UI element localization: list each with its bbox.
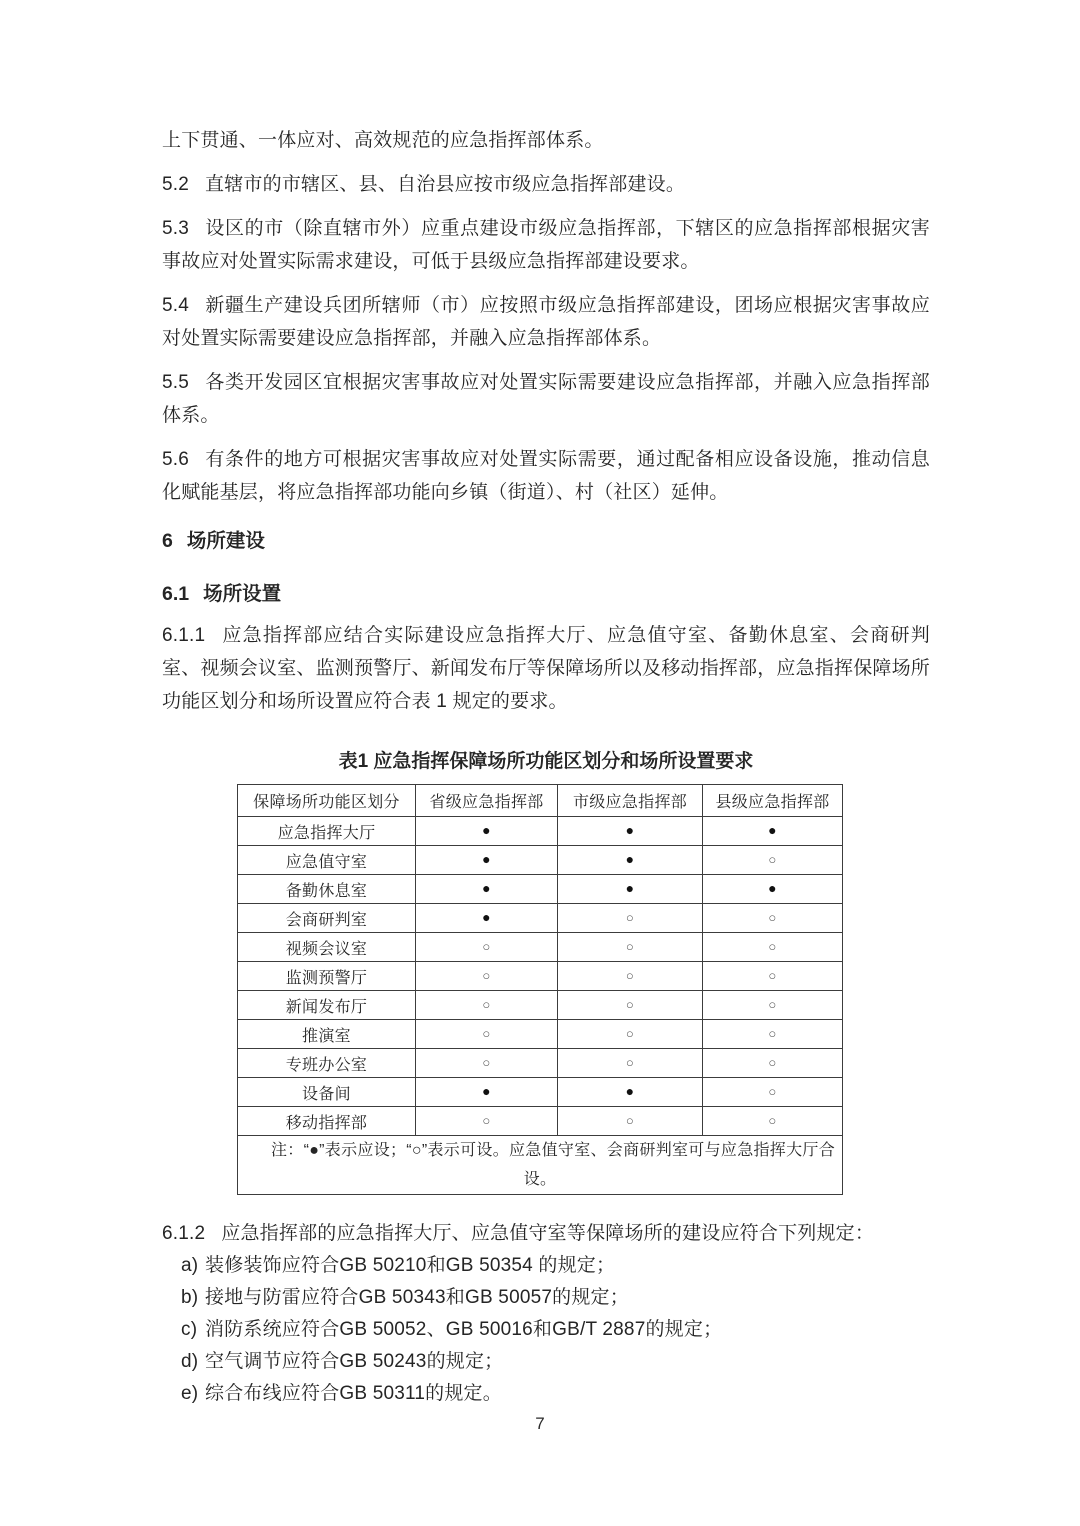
list-item-label: d) bbox=[181, 1351, 199, 1372]
requirement-cell bbox=[416, 1107, 558, 1136]
requirement-cell bbox=[703, 1020, 843, 1049]
required-dot-icon: ● bbox=[625, 1083, 635, 1099]
clause-5-5 bbox=[162, 366, 930, 432]
requirement-cell bbox=[416, 817, 558, 846]
section-6-1-heading bbox=[162, 578, 930, 611]
required-dot-icon: ● bbox=[482, 851, 491, 867]
requirement-cell bbox=[703, 962, 843, 991]
requirement-cell bbox=[703, 904, 843, 933]
list-item-label: c) bbox=[181, 1319, 198, 1340]
table-row bbox=[238, 1020, 843, 1049]
requirement-cell bbox=[416, 933, 558, 962]
optional-circle-icon: ○ bbox=[768, 1084, 777, 1099]
optional-circle-icon: ○ bbox=[768, 1026, 777, 1041]
requirement-cell bbox=[558, 991, 703, 1020]
page-content bbox=[162, 124, 930, 1410]
required-dot-icon: ● bbox=[768, 880, 777, 896]
optional-circle-icon: ○ bbox=[768, 997, 777, 1012]
column-header: 市级应急指挥部 bbox=[558, 785, 703, 817]
requirement-cell bbox=[416, 846, 558, 875]
room-name-cell: 视频会议室 bbox=[238, 933, 416, 962]
requirement-cell bbox=[703, 933, 843, 962]
requirement-cell bbox=[703, 1107, 843, 1136]
optional-circle-icon: ○ bbox=[768, 910, 777, 925]
requirement-cell bbox=[558, 904, 703, 933]
room-name-cell: 移动指挥部 bbox=[238, 1107, 416, 1136]
list-item bbox=[162, 1250, 930, 1282]
clause-text: 新疆生产建设兵团所辖师（市）应按照市级应急指挥部建设，团场应根据灾害事故应对处置实际需要建设应急指挥部，并融入应急指挥部体系。 bbox=[162, 295, 930, 349]
required-dot-icon: ● bbox=[768, 822, 777, 838]
clause-5-3 bbox=[162, 212, 930, 278]
column-header: 县级应急指挥部 bbox=[703, 785, 843, 817]
requirement-cell bbox=[558, 1049, 703, 1078]
clause-text: 应急指挥部的应急指挥大厅、应急值守室等保障场所的建设应符合下列规定： bbox=[221, 1223, 875, 1244]
list-item-label: a) bbox=[181, 1255, 199, 1276]
page-number: 7 bbox=[535, 1414, 545, 1433]
requirement-cell bbox=[416, 904, 558, 933]
table-title: 表1 应急指挥保障场所功能区划分和场所设置要求 bbox=[338, 751, 754, 772]
requirements-list bbox=[162, 1250, 930, 1410]
clause-number: 5.4 bbox=[162, 295, 190, 316]
optional-circle-icon: ○ bbox=[625, 997, 635, 1012]
requirement-cell bbox=[416, 875, 558, 904]
table-row bbox=[238, 991, 843, 1020]
clause-number: 6.1.2 bbox=[162, 1223, 206, 1244]
requirement-cell bbox=[558, 846, 703, 875]
clause-5-2 bbox=[162, 168, 930, 201]
optional-circle-icon: ○ bbox=[482, 1026, 491, 1041]
list-item-text: 接地与防雷应符合GB 50343和GB 50057的规定； bbox=[205, 1287, 629, 1308]
requirement-cell bbox=[416, 1020, 558, 1049]
clause-text: 应急指挥部应结合实际建设应急指挥大厅、应急值守室、备勤休息室、会商研判室、视频会议室、监测预警厅、新闻发布厅等保障场所以及移动指挥部，应急指挥保障场所功能区划分和场所设置应符合表 1 规定的要求。 bbox=[162, 625, 931, 712]
required-dot-icon: ● bbox=[625, 880, 635, 896]
clause-number: 5.5 bbox=[162, 372, 190, 393]
clause-text: 各类开发园区宜根据灾害事故应对处置实际需要建设应急指挥部，并融入应急指挥部体系。 bbox=[162, 372, 930, 426]
optional-circle-icon: ○ bbox=[625, 939, 635, 954]
required-dot-icon: ● bbox=[482, 822, 491, 838]
table-note: 注：“●”表示应设；“○”表示可设。应急值守室、会商研判室可与应急指挥大厅合设。 bbox=[238, 1136, 843, 1195]
clause-text: 有条件的地方可根据灾害事故应对处置实际需要，通过配备相应设备设施，推动信息化赋能基层，将应急指挥部功能向乡镇（街道）、村（社区）延伸。 bbox=[162, 449, 930, 503]
list-item-text: 综合布线应符合GB 50311的规定。 bbox=[205, 1383, 502, 1404]
optional-circle-icon: ○ bbox=[625, 1026, 635, 1041]
clause-6-1-2 bbox=[162, 1217, 930, 1250]
column-header: 保障场所功能区划分 bbox=[238, 785, 416, 817]
clause-number: 5.6 bbox=[162, 449, 190, 470]
requirement-cell bbox=[703, 1049, 843, 1078]
requirement-cell bbox=[416, 1078, 558, 1107]
list-item-text: 装修装饰应符合GB 50210和GB 50354 的规定； bbox=[205, 1255, 616, 1276]
optional-circle-icon: ○ bbox=[768, 852, 777, 867]
required-dot-icon: ● bbox=[482, 909, 491, 925]
section-title: 场所建设 bbox=[186, 530, 265, 552]
section-number: 6 bbox=[162, 530, 173, 552]
clause-text: 设区的市（除直辖市外）应重点建设市级应急指挥部，下辖区的应急指挥部根据灾害事故应对处置实际需求建设，可低于县级应急指挥部建设要求。 bbox=[162, 218, 930, 272]
requirement-cell bbox=[558, 817, 703, 846]
required-dot-icon: ● bbox=[625, 822, 635, 838]
list-item-label: b) bbox=[181, 1287, 199, 1308]
table-row bbox=[238, 1078, 843, 1107]
requirement-cell bbox=[703, 875, 843, 904]
requirement-cell bbox=[558, 1020, 703, 1049]
list-item bbox=[162, 1378, 930, 1410]
room-name-cell: 备勤休息室 bbox=[238, 875, 416, 904]
section-6-heading bbox=[162, 525, 930, 558]
clause-6-1-1 bbox=[162, 619, 930, 718]
requirement-cell bbox=[703, 846, 843, 875]
optional-circle-icon: ○ bbox=[625, 1055, 635, 1070]
table-row bbox=[238, 962, 843, 991]
table-header-row bbox=[238, 785, 843, 817]
clause-text: 直辖市的市辖区、县、自治县应按市级应急指挥部建设。 bbox=[205, 174, 686, 195]
column-header: 省级应急指挥部 bbox=[416, 785, 558, 817]
intro-text: 上下贯通、一体应对、高效规范的应急指挥部体系。 bbox=[162, 130, 604, 151]
room-name-cell: 应急值守室 bbox=[238, 846, 416, 875]
optional-circle-icon: ○ bbox=[625, 910, 635, 925]
list-item-text: 消防系统应符合GB 50052、GB 50016和GB/T 2887的规定； bbox=[205, 1319, 723, 1340]
requirement-cell bbox=[703, 817, 843, 846]
list-item-label: e) bbox=[181, 1383, 199, 1404]
clause-number: 5.3 bbox=[162, 218, 190, 239]
clause-5-6 bbox=[162, 443, 930, 509]
room-name-cell: 会商研判室 bbox=[238, 904, 416, 933]
room-name-cell: 推演室 bbox=[238, 1020, 416, 1049]
optional-circle-icon: ○ bbox=[768, 968, 777, 983]
section-number: 6.1 bbox=[162, 583, 190, 605]
required-dot-icon: ● bbox=[482, 880, 491, 896]
optional-circle-icon: ○ bbox=[768, 1113, 777, 1128]
optional-circle-icon: ○ bbox=[482, 968, 491, 983]
clause-number: 5.2 bbox=[162, 174, 190, 195]
section-title: 场所设置 bbox=[203, 583, 282, 605]
requirement-cell bbox=[558, 1107, 703, 1136]
requirement-cell bbox=[416, 1049, 558, 1078]
optional-circle-icon: ○ bbox=[625, 968, 635, 983]
table-row bbox=[238, 1107, 843, 1136]
clause-5-4 bbox=[162, 289, 930, 355]
room-name-cell: 新闻发布厅 bbox=[238, 991, 416, 1020]
requirements-table bbox=[237, 784, 843, 1195]
requirement-cell bbox=[558, 933, 703, 962]
table-row bbox=[238, 846, 843, 875]
optional-circle-icon: ○ bbox=[768, 1055, 777, 1070]
optional-circle-icon: ○ bbox=[768, 939, 777, 954]
required-dot-icon: ● bbox=[482, 1083, 491, 1099]
table-note-row bbox=[238, 1136, 843, 1195]
table-row bbox=[238, 875, 843, 904]
list-item-text: 空气调节应符合GB 50243的规定； bbox=[205, 1351, 504, 1372]
intro-paragraph bbox=[162, 124, 930, 157]
optional-circle-icon: ○ bbox=[482, 1055, 491, 1070]
requirement-cell bbox=[558, 962, 703, 991]
requirement-cell bbox=[703, 1078, 843, 1107]
optional-circle-icon: ○ bbox=[482, 1113, 491, 1128]
requirement-cell bbox=[416, 991, 558, 1020]
list-item bbox=[162, 1282, 930, 1314]
room-name-cell: 应急指挥大厅 bbox=[238, 817, 416, 846]
required-dot-icon: ● bbox=[625, 851, 635, 867]
table-row bbox=[238, 904, 843, 933]
table-row bbox=[238, 1049, 843, 1078]
optional-circle-icon: ○ bbox=[625, 1113, 635, 1128]
list-item bbox=[162, 1346, 930, 1378]
clause-number: 6.1.1 bbox=[162, 625, 206, 646]
requirement-cell bbox=[416, 962, 558, 991]
room-name-cell: 设备间 bbox=[238, 1078, 416, 1107]
list-item bbox=[162, 1314, 930, 1346]
requirement-cell bbox=[558, 875, 703, 904]
requirement-cell bbox=[558, 1078, 703, 1107]
optional-circle-icon: ○ bbox=[482, 939, 491, 954]
requirement-cell bbox=[703, 991, 843, 1020]
table-row bbox=[238, 933, 843, 962]
room-name-cell: 监测预警厅 bbox=[238, 962, 416, 991]
table-row bbox=[238, 817, 843, 846]
room-name-cell: 专班办公室 bbox=[238, 1049, 416, 1078]
optional-circle-icon: ○ bbox=[482, 997, 491, 1012]
